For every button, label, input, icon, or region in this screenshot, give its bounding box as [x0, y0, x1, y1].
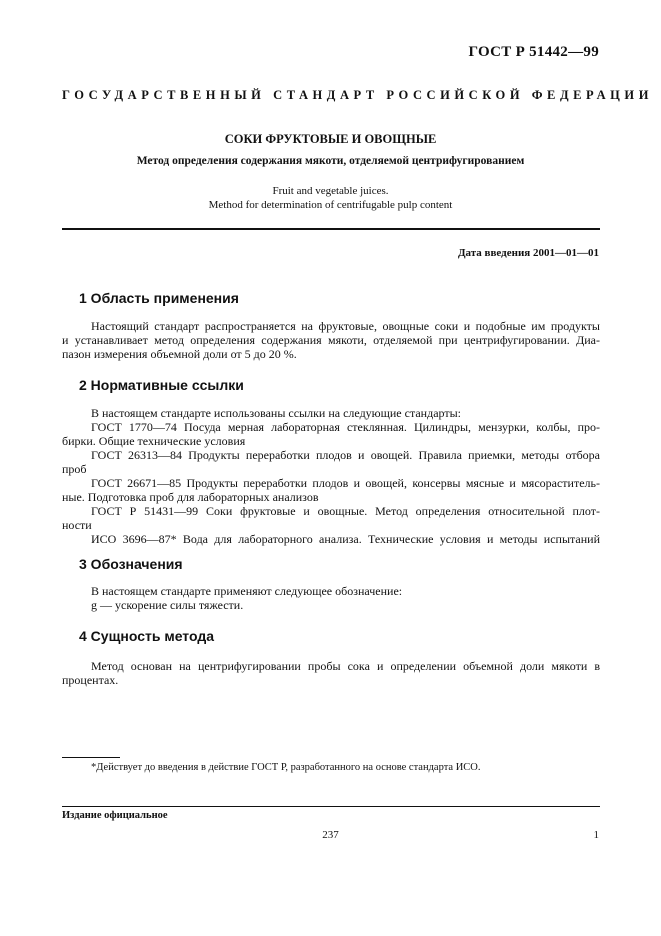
reference-gost-1770-line-1: ГОСТ 1770—74 Посуда мерная лабораторная стеклянная. Цилиндры, мензурки, колбы, про-: [91, 420, 600, 434]
document-code: ГОСТ Р 51442—99: [468, 44, 599, 60]
section-2-heading: 2 Нормативные ссылки: [79, 377, 244, 393]
reference-gost-26671-line-2: ные. Подготовка проб для лабораторных анализов: [62, 490, 319, 504]
section-1-heading: 1 Область применения: [79, 290, 239, 306]
reference-gost-26313-line-1: ГОСТ 26313—84 Продукты переработки плодов и овощей. Правила приемки, методы отбора: [91, 448, 600, 462]
official-edition-label: Издание официальное: [62, 810, 168, 821]
section-4-body: [62, 659, 600, 687]
footnote-divider: [62, 757, 120, 758]
english-title-line-1: Fruit and vegetable juices.: [272, 185, 389, 197]
section-1-line-3: пазон измерения объемной доли от 5 до 20 %.: [62, 347, 297, 361]
sheet-number: 1: [593, 829, 599, 841]
standard-title: СОКИ ФРУКТОВЫЕ И ОВОЩНЫЕ: [224, 132, 437, 146]
section-4-heading: 4 Сущность метода: [79, 628, 215, 644]
section-2-body: [62, 406, 600, 546]
reference-gost-51431-line-2: ности: [62, 518, 92, 532]
section-3-line-1: В настоящем стандарте применяют следующее обозначение:: [91, 584, 403, 598]
section-4-line-2: процентах.: [62, 673, 119, 687]
title-divider: [62, 228, 600, 230]
section-3-body: [62, 584, 600, 612]
introduction-date: Дата введения 2001—01—01: [457, 247, 599, 259]
english-title-line-2: Method for determination of centrifugable pulp content: [208, 199, 453, 211]
footer-divider: [62, 806, 600, 807]
reference-gost-26671-line-1: ГОСТ 26671—85 Продукты переработки плодов и овощей, консервы мясные и мясораститель-: [91, 476, 600, 490]
section-4-line-1: Метод основан на центрифугировании пробы сока и определении объемной доли мякоти в: [91, 659, 600, 673]
section-1-line-2: и устанавливает метод определения содержания мякоти, отделяемой при центрифугировании. Диа-: [62, 333, 600, 347]
section-1-line-1: Настоящий стандарт распространяется на фруктовые, овощные соки и подобные им продукты: [91, 319, 600, 333]
reference-gost-26313-line-2: проб: [62, 462, 87, 476]
section-3-line-2: g — ускорение силы тяжести.: [91, 598, 244, 612]
section-1-body: [62, 319, 600, 361]
reference-gost-51431-line-1: ГОСТ Р 51431—99 Соки фруктовые и овощные. Метод определения относительной плот-: [91, 504, 600, 518]
state-standard-title: ГОСУДАРСТВЕННЫЙ СТАНДАРТ РОССИЙСКОЙ ФЕДЕРАЦИИ: [62, 88, 653, 102]
standard-subtitle: Метод определения содержания мякоти, отделяемой центрифугированием: [136, 155, 525, 167]
reference-iso-3696: ИСО 3696—87* Вода для лабораторного анализа. Технические условия и методы испытаний: [91, 532, 600, 546]
page-number: 237: [322, 829, 339, 841]
footnote: *Действует до введения в действие ГОСТ Р, разработанного на основе стандарта ИСО.: [91, 762, 481, 773]
reference-gost-1770-line-2: бирки. Общие технические условия: [62, 434, 246, 448]
section-3-heading: 3 Обозначения: [79, 556, 183, 572]
references-intro: В настоящем стандарте использованы ссылки на следующие стандарты:: [91, 406, 462, 420]
